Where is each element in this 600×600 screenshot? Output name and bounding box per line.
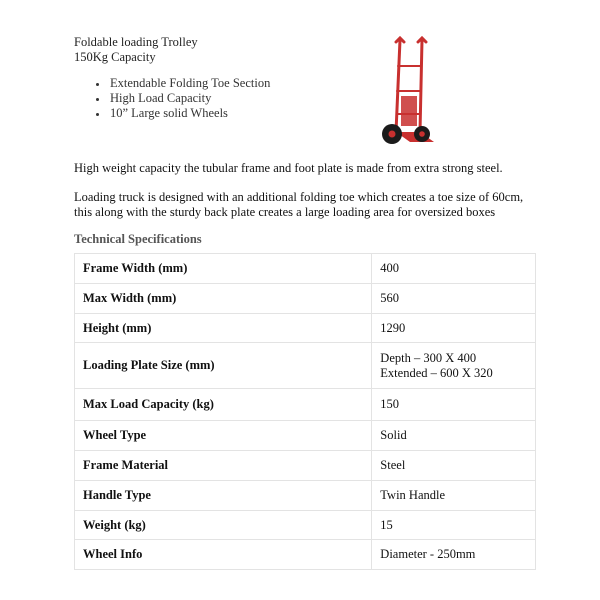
trolley-back-plate (401, 96, 417, 126)
table-row (75, 481, 536, 511)
spec-value: Diameter - 250mm (372, 540, 536, 570)
table-row (75, 389, 536, 421)
table-row (75, 254, 536, 284)
description-paragraph: Loading truck is designed with an additional folding toe which creates a toe size of 60cm, this along with the sturdy back plate creates a large loading area for oversized boxes (74, 190, 524, 219)
trolley-wheel (414, 126, 430, 142)
trolley-wheel (382, 124, 402, 144)
specs-heading: Technical Specifications (74, 232, 202, 246)
spec-value: 15 (372, 511, 536, 540)
spec-value: Twin Handle (372, 481, 536, 511)
spec-value-line: Extended – 600 X 320 (380, 365, 493, 380)
description-paragraph: High weight capacity the tubular frame and foot plate is made from extra strong steel. (74, 161, 503, 175)
spec-value (372, 343, 536, 389)
spec-label: Loading Plate Size (mm) (75, 343, 372, 389)
feature-item: • High Load Capacity (108, 91, 270, 106)
spec-label: Wheel Info (75, 540, 372, 570)
specs-table (74, 253, 536, 570)
spec-label: Frame Width (mm) (75, 254, 372, 284)
table-row (75, 511, 536, 540)
table-row (75, 421, 536, 451)
spec-value: 150 (372, 389, 536, 421)
feature-list (74, 76, 270, 121)
spec-label: Handle Type (75, 481, 372, 511)
feature-item: • 10” Large solid Wheels (108, 106, 270, 121)
table-row (75, 284, 536, 314)
spec-value: Steel (372, 451, 536, 481)
feature-item: • Extendable Folding Toe Section (108, 76, 270, 91)
table-row (75, 314, 536, 343)
table-row (75, 540, 536, 570)
table-row (75, 451, 536, 481)
product-capacity: 150Kg Capacity (74, 50, 156, 64)
table-row (75, 343, 536, 389)
spec-value: Solid (372, 421, 536, 451)
spec-value: 560 (372, 284, 536, 314)
spec-value: 400 (372, 254, 536, 284)
spec-label: Frame Material (75, 451, 372, 481)
spec-value: 1290 (372, 314, 536, 343)
spec-label: Wheel Type (75, 421, 372, 451)
spec-value-line: Depth – 300 X 400 (380, 350, 477, 365)
trolley-image (370, 36, 452, 156)
spec-label: Max Load Capacity (kg) (75, 389, 372, 421)
spec-label: Weight (kg) (75, 511, 372, 540)
product-title: Foldable loading Trolley (74, 35, 198, 49)
spec-label: Height (mm) (75, 314, 372, 343)
spec-label: Max Width (mm) (75, 284, 372, 314)
